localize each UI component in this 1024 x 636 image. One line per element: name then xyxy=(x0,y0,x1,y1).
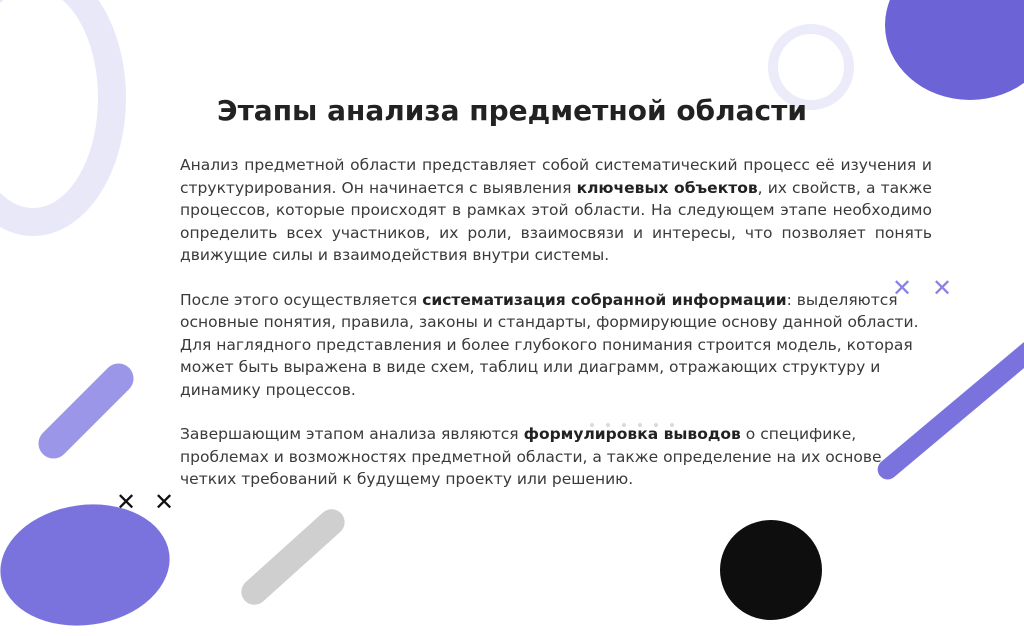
close-icon: ✕ xyxy=(932,274,953,302)
close-icon: ✕ xyxy=(154,488,175,516)
slide-body xyxy=(180,154,932,513)
emphasis: формулировка выводов xyxy=(523,425,741,443)
paragraph-2: После этого осуществляется систематизация собранной информации: выделяются основные понятия, правила, законы и стандарты, формирующие основу данной области. Для наглядного представления и более глубокого понимания строится модель, которая может быть выражена в виде схем, таблиц или диаграмм, отражающих структуру и динамику процессов. xyxy=(180,290,919,399)
close-icon: ✕ xyxy=(116,488,137,516)
decorative-circle-top-right xyxy=(885,0,1024,100)
close-icon: ✕ xyxy=(892,274,913,302)
decorative-bar-bottom xyxy=(236,504,350,610)
decorative-circle-bottom-left xyxy=(0,494,178,636)
emphasis: ключевых объектов xyxy=(576,178,758,197)
slide-title: Этапы анализа предметной области xyxy=(217,94,807,127)
decorative-bar-left xyxy=(32,357,139,464)
emphasis: систематизация собранной информации xyxy=(422,290,787,309)
paragraph-3: Завершающим этапом анализа являются формулировка выводов о специфике, проблемах и возможностях предметной области, а также определение на их основе четких требований к будущему проекту или решению. xyxy=(180,425,882,488)
decorative-circle-bottom-right xyxy=(720,520,822,620)
paragraph-1: Анализ предметной области представляет собой систематический процесс её изучения и структурирования. Он начинается с выявления ключевых объектов, их свойств, а также процессов, которые происходят в рамках этой области. На следующем этапе необходимо определить всех участников, их роли, взаимосвязи и интересы, что позволяет понять движущие силы и взаимодействия внутри системы. xyxy=(180,156,932,264)
